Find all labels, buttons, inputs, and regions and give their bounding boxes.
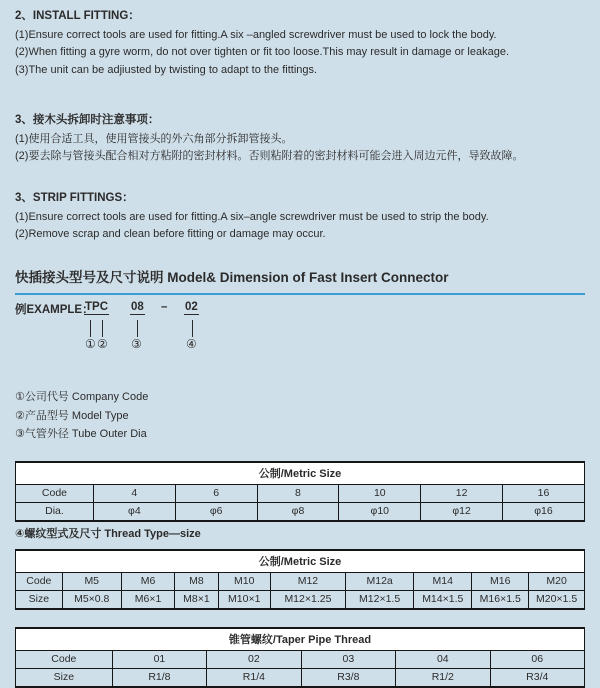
legend-tube-outer-dia: ③气管外径 Tube Outer Dia: [15, 428, 147, 440]
table-cell: M20×1.5: [529, 591, 585, 610]
table-cell: 02: [207, 651, 301, 669]
table-row: [16, 503, 585, 522]
table-cell: 16: [503, 485, 585, 503]
table-cell: Code: [16, 485, 94, 503]
install-fitting-line-1: (1)Ensure correct tools are used for fitting.A six –angled screwdriver must be used to lock the body.: [15, 28, 497, 41]
table-cell: 6: [175, 485, 257, 503]
table-cell: M14: [414, 573, 472, 591]
example-segment-thread: 02: [185, 301, 198, 313]
table-cell: M10×1: [218, 591, 270, 610]
metric-thread-size-table: [15, 549, 585, 610]
legend-company-code: ①公司代号 Company Code: [15, 391, 149, 403]
model-dimension-title: [15, 266, 585, 295]
table-cell: φ4: [93, 503, 175, 522]
table-row: [16, 669, 585, 688]
callout-number-3: ③: [131, 337, 142, 351]
section-strip-fittings: [15, 190, 587, 244]
table-cell: 10: [339, 485, 421, 503]
table-cell: M8: [175, 573, 218, 591]
table-cell: M20: [529, 573, 585, 591]
example-segment-company: TPC: [85, 301, 108, 313]
table-cell: M16×1.5: [472, 591, 529, 610]
callout-number-1: ①: [85, 337, 96, 351]
table-cell: R3/4: [490, 669, 584, 688]
table-cell: M6×1: [121, 591, 174, 610]
example-dash: –: [161, 301, 168, 313]
callout-legend: [15, 388, 148, 444]
table-cell: Size: [16, 591, 63, 610]
metric-tube-table-header: 公制/Metric Size: [16, 462, 585, 485]
thread-type-note: ④螺纹型式及尺寸 Thread Type—size: [15, 528, 201, 540]
removal-notes-heading: 3、接木头拆卸时注意事项：: [15, 114, 160, 126]
table-cell: R1/2: [396, 669, 490, 688]
table-row: [16, 573, 585, 591]
example-label: 例EXAMPLE：: [15, 304, 94, 316]
table-cell: 8: [257, 485, 339, 503]
table-cell: M5×0.8: [62, 591, 121, 610]
strip-fittings-line-2: (2)Remove scrap and clean before fitting or damage may occur.: [15, 228, 326, 240]
legend-model-type: ②产品型号 Model Type: [15, 409, 129, 422]
strip-fittings-line-1: (1)Ensure correct tools are used for fitting.A six–angle screwdriver must be used to strip the body.: [15, 210, 489, 223]
table-cell: M10: [218, 573, 270, 591]
table-cell: 12: [421, 485, 503, 503]
callout-line-4: [192, 320, 193, 337]
model-dimension-title-text: 快插接头型号及尺寸说明 Model& Dimension of Fast Insert Connector: [15, 270, 449, 285]
section-removal-notes: [15, 112, 587, 166]
strip-fittings-heading: 3、STRIP FITTINGS：: [15, 192, 134, 204]
callout-line-2: [102, 320, 103, 337]
table-cell: 06: [490, 651, 584, 669]
table-cell: φ16: [503, 503, 585, 522]
section-install-fitting: [15, 8, 587, 79]
table-row: [16, 651, 585, 669]
callout-number-4: ④: [186, 337, 197, 351]
callout-line-1: [90, 320, 91, 337]
table-cell: M8×1: [175, 591, 218, 610]
install-fitting-heading: 2、INSTALL FITTING：: [15, 10, 140, 22]
install-fitting-line-3: (3)The unit can be adjiusted by twisting to adapt to the fittings.: [15, 63, 318, 76]
table-cell: R3/8: [301, 669, 395, 688]
table-cell: φ8: [257, 503, 339, 522]
removal-notes-line-2: (2)要去除与管接头配合相对方粘附的密封材料。否则粘附着的密封材料可能会进入周边元件，导致故障。: [15, 150, 524, 162]
table-row: [16, 485, 585, 503]
install-fitting-line-2: (2)When fitting a gyre worm, do not over tighten or fit too loose.This may result in damage or leakage.: [15, 46, 510, 58]
table-cell: M12: [270, 573, 345, 591]
table-cell: φ10: [339, 503, 421, 522]
table-cell: M12a: [345, 573, 413, 591]
taper-pipe-thread-table: [15, 627, 585, 688]
table-cell: Size: [16, 669, 113, 688]
table-row: [16, 591, 585, 610]
table-cell: φ6: [175, 503, 257, 522]
table-cell: M14×1.5: [414, 591, 472, 610]
table-cell: Code: [16, 573, 63, 591]
callout-number-2: ②: [97, 337, 108, 351]
table-cell: M6: [121, 573, 174, 591]
table-cell: φ12: [421, 503, 503, 522]
table-cell: 04: [396, 651, 490, 669]
table-cell: M5: [62, 573, 121, 591]
example-segment-tube-dia: 08: [131, 301, 144, 313]
table-cell: R1/4: [207, 669, 301, 688]
callout-line-3: [137, 320, 138, 337]
table-cell: 4: [93, 485, 175, 503]
table-cell: Code: [16, 651, 113, 669]
table-cell: Dia.: [16, 503, 94, 522]
table-cell: 01: [112, 651, 206, 669]
taper-pipe-table-header: 锥管螺纹/Taper Pipe Thread: [16, 628, 585, 651]
metric-tube-size-table: [15, 461, 585, 522]
table-cell: R1/8: [112, 669, 206, 688]
table-cell: M12×1.25: [270, 591, 345, 610]
table-cell: 03: [301, 651, 395, 669]
removal-notes-line-1: (1)使用合适工具，使用管接头的外六角部分拆卸管接头。: [15, 132, 293, 145]
table-cell: M16: [472, 573, 529, 591]
table-cell: M12×1.5: [345, 591, 413, 610]
model-number-example-diagram: [15, 301, 335, 359]
metric-thread-table-header: 公制/Metric Size: [16, 550, 585, 573]
